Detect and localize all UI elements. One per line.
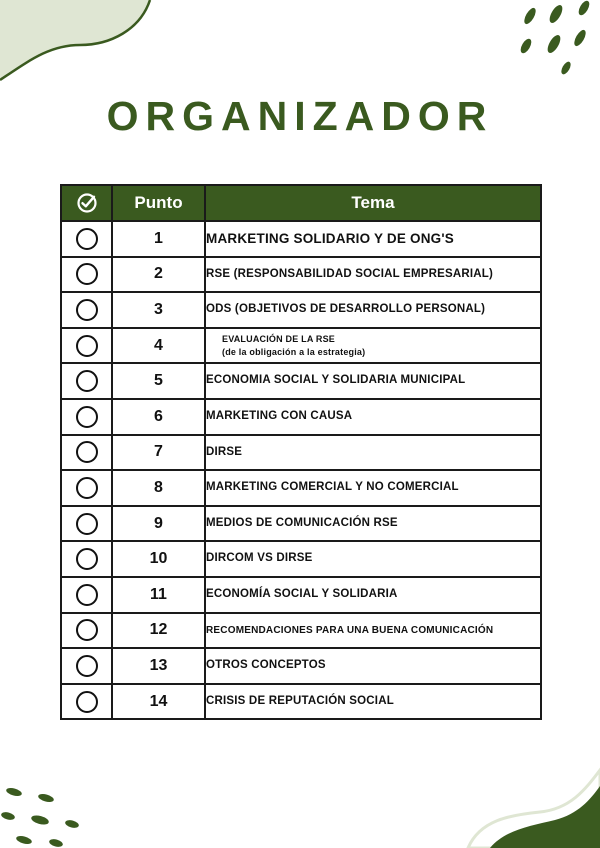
checkbox-cell [61, 648, 112, 684]
table-row [61, 435, 541, 471]
row-number: 13 [112, 648, 205, 684]
checkbox-cell [61, 684, 112, 720]
bottom-right-wave-decoration [460, 760, 600, 848]
checkbox-circle[interactable] [76, 584, 98, 606]
checkbox-circle[interactable] [76, 655, 98, 677]
row-number: 14 [112, 684, 205, 720]
checkbox-circle[interactable] [76, 691, 98, 713]
checkbox-circle[interactable] [76, 619, 98, 641]
row-topic: MARKETING SOLIDARIO Y DE ONG'S [205, 221, 541, 257]
checkbox-circle[interactable] [76, 335, 98, 357]
checkbox-cell [61, 363, 112, 399]
row-topic: CRISIS DE REPUTACIÓN SOCIAL [205, 684, 541, 720]
header-topic: Tema [205, 185, 541, 221]
row-number: 11 [112, 577, 205, 613]
checkbox-circle[interactable] [76, 441, 98, 463]
checkbox-cell [61, 328, 112, 364]
table-row [61, 613, 541, 649]
top-left-leaf-decoration [0, 0, 170, 90]
row-number: 3 [112, 292, 205, 328]
row-topic: DIRCOM VS DIRSE [205, 541, 541, 577]
row-topic: DIRSE [205, 435, 541, 471]
top-right-dots-decoration [510, 0, 600, 80]
row-topic: MARKETING COMERCIAL Y NO COMERCIAL [205, 470, 541, 506]
header-number: Punto [112, 185, 205, 221]
checkbox-circle[interactable] [76, 370, 98, 392]
checkbox-cell [61, 470, 112, 506]
checkbox-circle[interactable] [76, 513, 98, 535]
row-topic [205, 328, 541, 364]
checkbox-circle[interactable] [76, 477, 98, 499]
row-topic-title: EVALUACIÓN DE LA RSE [222, 334, 336, 345]
row-topic: ECONOMIA SOCIAL Y SOLIDARIA MUNICIPAL [205, 363, 541, 399]
table-row [61, 328, 541, 364]
organizer-table [60, 184, 542, 720]
table-row [61, 577, 541, 613]
table-row [61, 648, 541, 684]
checkbox-circle[interactable] [76, 263, 98, 285]
row-topic: ECONOMÍA SOCIAL Y SOLIDARIA [205, 577, 541, 613]
header-check [61, 185, 112, 221]
row-number: 12 [112, 613, 205, 649]
row-topic: MEDIOS DE COMUNICACIÓN RSE [205, 506, 541, 542]
table-row [61, 684, 541, 720]
checkbox-cell [61, 399, 112, 435]
table-row [61, 399, 541, 435]
row-number: 10 [112, 541, 205, 577]
checkbox-circle[interactable] [76, 228, 98, 250]
table-header-row [61, 185, 541, 221]
row-number: 7 [112, 435, 205, 471]
checkbox-cell [61, 257, 112, 293]
row-number: 8 [112, 470, 205, 506]
table-row [61, 292, 541, 328]
row-number: 4 [112, 328, 205, 364]
checkbox-cell [61, 221, 112, 257]
page-title: ORGANIZADOR [106, 93, 494, 139]
table-row [61, 541, 541, 577]
table-row [61, 257, 541, 293]
circle-check-icon [76, 192, 98, 214]
row-topic: OTROS CONCEPTOS [205, 648, 541, 684]
table-row [61, 470, 541, 506]
row-topic: RECOMENDACIONES PARA UNA BUENA COMUNICACIÓN [205, 613, 541, 649]
row-number: 9 [112, 506, 205, 542]
row-number: 5 [112, 363, 205, 399]
row-number: 1 [112, 221, 205, 257]
checkbox-cell [61, 541, 112, 577]
bottom-left-dots-decoration [0, 780, 90, 848]
table-row [61, 506, 541, 542]
row-number: 2 [112, 257, 205, 293]
table-row [61, 221, 541, 257]
row-topic: ODS (OBJETIVOS DE DESARROLLO PERSONAL) [205, 292, 541, 328]
checkbox-circle[interactable] [76, 299, 98, 321]
checkbox-cell [61, 577, 112, 613]
table-row [61, 363, 541, 399]
row-topic: MARKETING CON CAUSA [205, 399, 541, 435]
checkbox-cell [61, 506, 112, 542]
checkbox-cell [61, 435, 112, 471]
row-topic-subtitle: (de la obligación a la estrategia) [222, 346, 366, 357]
checkbox-circle[interactable] [76, 548, 98, 570]
checkbox-cell [61, 292, 112, 328]
checkbox-circle[interactable] [76, 406, 98, 428]
row-topic: RSE (RESPONSABILIDAD SOCIAL EMPRESARIAL) [205, 257, 541, 293]
checkbox-cell [61, 613, 112, 649]
row-number: 6 [112, 399, 205, 435]
